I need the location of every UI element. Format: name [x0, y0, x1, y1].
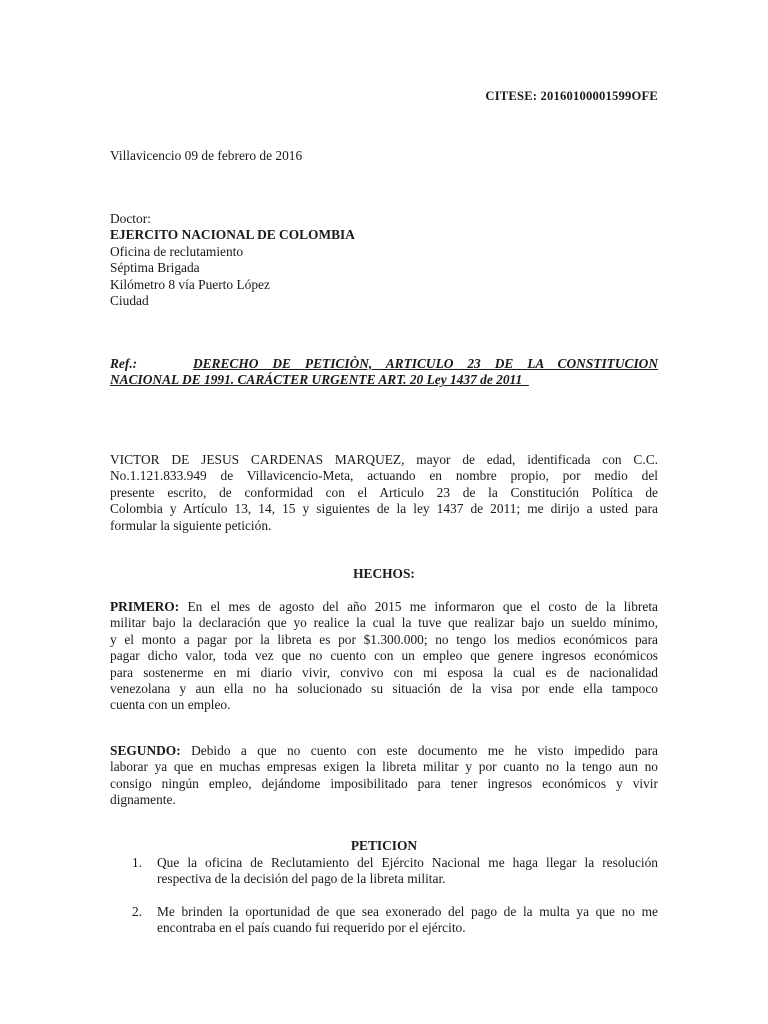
primero-line: venezolana y aun ella no ha solucionado su situación de la visa por ende ella tampoco: [110, 681, 658, 697]
recipient-line: Oficina de reclutamiento: [110, 243, 244, 259]
primero-line: para sostenerme en mi diario vivir, convivo con mi esposa la cual es de nacionalidad: [110, 664, 658, 680]
recipient-line: Kilómetro 8 vía Puerto López: [110, 276, 270, 292]
intro-line: VICTOR DE JESUS CARDENAS MARQUEZ, mayor de edad, identificada con C.C.: [110, 452, 658, 467]
segundo-line: dignamente.: [110, 792, 176, 808]
peticion-item-text: Me brinden la oportunidad de que sea exonerado del pago de la multa ya que no me encontraba en el país cuando fui requerido por el ejército.: [157, 904, 658, 936]
hechos-heading: HECHOS:: [353, 566, 415, 581]
intro-line: No.1.121.833.949 de Villavicencio-Meta, actuando en nombre propio, por medio del: [110, 468, 658, 484]
reference-subject: DERECHO DE PETICIÒN, ARTICULO 23 DE LA CONSTITUCION: [192, 356, 659, 371]
citese-reference: CITESE: 20160100001599OFE: [485, 89, 658, 103]
reference-block: [110, 356, 658, 389]
segundo-label: SEGUNDO:: [110, 743, 181, 758]
recipient-block: [110, 211, 658, 309]
intro-line: Colombia y Artículo 13, 14, 15 y siguientes de la ley 1437 de 2011; me dirijo a usted para: [110, 501, 658, 517]
date-line: Villavicencio 09 de febrero de 2016: [110, 148, 303, 163]
peticion-item: [110, 855, 658, 889]
intro-line: presente escrito, de conformidad con el Articulo 23 de la Constitución Política de: [110, 484, 658, 500]
peticion-item-text: Que la oficina de Reclutamiento del Ejército Nacional me haga llegar la resolución respectiva de la decisión del pago de la libreta militar.: [157, 855, 658, 887]
primero-line: cuenta con un empleo.: [110, 697, 231, 713]
peticion-item-number: 1.: [132, 855, 143, 870]
primero-label: PRIMERO:: [110, 599, 180, 614]
recipient-line: Ciudad: [110, 293, 149, 309]
peticion-item-number: 2.: [132, 904, 143, 919]
reference-label: Ref.:: [110, 356, 138, 371]
reference-line-2: [110, 372, 658, 388]
segundo-line: consigo ningún empleo, dejándome imposibilitado para tener ingresos económicos y vivir: [110, 775, 658, 791]
intro-line: formular la siguiente petición.: [110, 517, 272, 533]
segundo-line: laborar ya que en muchas empresas exigen la libreta militar y por cuanto no la tengo aun no: [110, 759, 658, 775]
intro-paragraph: [110, 452, 658, 534]
primero-line: PRIMERO: En el mes de agosto del año 2015 me informaron que el costo de la libreta: [110, 599, 658, 614]
primero-line: y el monto a pagar por la libreta es por $1.300.000; no tengo los medios económicos para: [110, 631, 658, 647]
recipient-title: Doctor:: [110, 211, 151, 226]
recipient-line: Séptima Brigada: [110, 260, 200, 276]
peticion-heading: PETICION: [350, 838, 418, 853]
hechos-primero: [110, 599, 658, 714]
primero-line: militar bajo la declaración que yo realice la cual la tuve que realizar bajo un sueldo mínimo,: [110, 615, 658, 631]
recipient-organization: EJERCITO NACIONAL DE COLOMBIA: [110, 227, 355, 243]
peticion-item: [110, 904, 658, 938]
segundo-line: SEGUNDO: Debido a que no cuento con este documento me he visto impedido para: [110, 743, 658, 758]
primero-line: pagar dicho valor, toda vez que no cuento con un empleo que genere ingresos económicos: [110, 648, 658, 664]
reference-subject-cont: NACIONAL DE 1991. CARÁCTER URGENTE ART. 20 Ley 1437 de 2011: [110, 372, 523, 388]
reference-line-1: [110, 356, 658, 372]
hechos-segundo: [110, 743, 658, 809]
